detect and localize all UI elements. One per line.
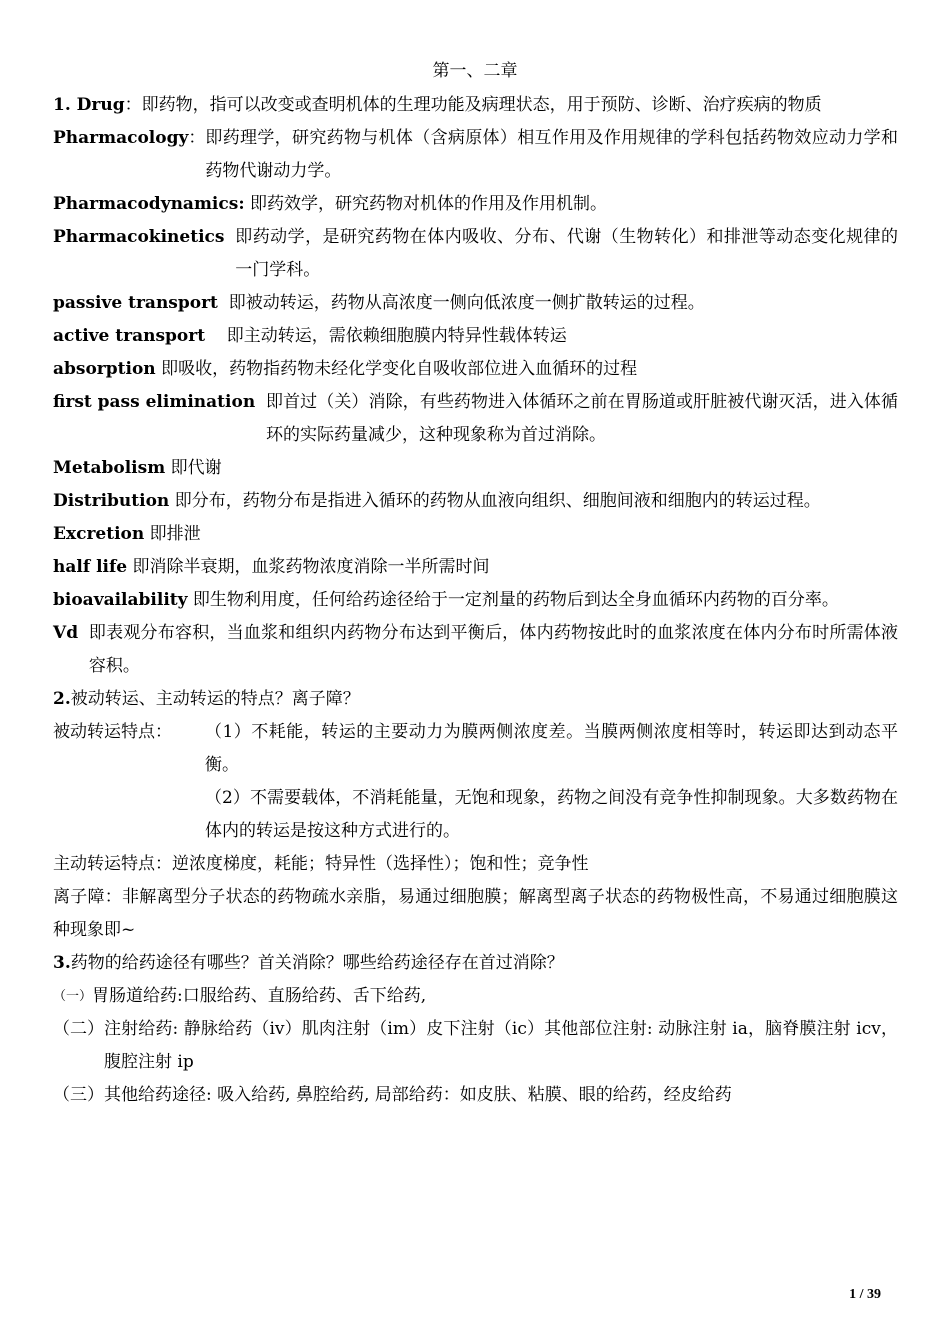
question-3-heading xyxy=(53,947,898,980)
definition-text: 即表观分布容积，当血浆和组织内药物分布达到平衡后，体内药物按此时的血浆浓度在体内分布时所需体液容积。 xyxy=(88,623,898,676)
definition-term: half life xyxy=(53,557,128,577)
route-text: 胃肠道给药:口服给药、直肠给药、舌下给药, xyxy=(92,986,427,1006)
definition-term: Distribution xyxy=(53,491,170,511)
page-number: 1 / 39 xyxy=(849,1287,881,1302)
definition-term: Pharmacokinetics xyxy=(53,227,225,247)
document-body xyxy=(53,89,898,1112)
route-label: （一） xyxy=(53,989,93,1004)
definition-text: 即主动转运，需依赖细胞膜内特异性载体转运 xyxy=(226,326,567,346)
definition-entry xyxy=(53,221,898,287)
definition-separator xyxy=(78,617,89,650)
definition-entry xyxy=(53,551,898,584)
definition-list xyxy=(53,89,898,683)
passive-features-label: 被动转运特点： xyxy=(53,722,172,742)
definition-term: Pharmacodynamics: xyxy=(53,194,245,214)
definition-separator xyxy=(205,320,227,353)
definition-separator: ： xyxy=(124,95,142,115)
route-label: （二） xyxy=(53,1019,104,1039)
definition-entry xyxy=(53,89,898,122)
definition-entry xyxy=(53,518,898,551)
chapter-title: 第一、二章 xyxy=(432,61,518,81)
definition-text: 即消除半衰期，血浆药物浓度消除一半所需时间 xyxy=(132,557,490,577)
route-item-1 xyxy=(53,980,898,1013)
definition-text: 即药物，指可以改变或查明机体的生理功能及病理状态，用于预防、诊断、治疗疾病的物质 xyxy=(141,95,822,115)
route-item-2 xyxy=(53,1013,898,1079)
definition-term: active transport xyxy=(53,326,206,346)
definition-text: 即代谢 xyxy=(170,458,222,478)
definition-text: 即生物利用度，任何给药途径给于一定剂量的药物后到达全身血循环内药物的百分率。 xyxy=(192,590,839,610)
definition-text: 即药动学，是研究药物在体内吸收、分布、代谢（生物转化）和排泄等动态变化规律的一门学科。 xyxy=(235,227,898,280)
definition-term: Excretion xyxy=(53,524,145,544)
definition-text: 即吸收，药物指药物未经化学变化自吸收部位进入血循环的过程 xyxy=(161,359,638,379)
active-transport-features: 主动转运特点：逆浓度梯度，耗能；特异性（选择性）；饱和性；竞争性 xyxy=(53,854,589,874)
definition-term: absorption xyxy=(53,359,156,379)
definition-text: 即药理学，研究药物与机体（含病原体）相互作用及作用规律的学科包括药物效应动力学和药物代谢动力学。 xyxy=(205,128,898,181)
passive-feature-item: （1）不耗能，转运的主要动力为膜两侧浓度差。当膜两侧浓度相等时，转运即达到动态平衡。 xyxy=(205,722,898,775)
definition-term: Vd xyxy=(53,623,79,643)
definition-separator xyxy=(224,221,235,254)
passive-transport-features xyxy=(53,716,898,848)
question-2-heading xyxy=(53,683,898,716)
question-2-text: 被动转运、主动转运的特点？离子障？ xyxy=(70,689,360,709)
definition-term: Metabolism xyxy=(53,458,166,478)
definition-entry xyxy=(53,188,898,221)
passive-features-items xyxy=(205,716,898,848)
definition-term: passive transport xyxy=(53,293,218,313)
definition-separator xyxy=(218,287,229,320)
definition-term: bioavailability xyxy=(53,590,188,610)
route-item-3 xyxy=(53,1079,898,1112)
definition-entry xyxy=(53,122,898,188)
ion-trapping-paragraph: 离子障：非解离型分子状态的药物疏水亲脂，易通过细胞膜；解离型离子状态的药物极性高，不易通过细胞膜这种现象即~ xyxy=(53,887,898,940)
definition-separator: ： xyxy=(188,128,206,148)
definition-term: 1. Drug xyxy=(53,95,125,115)
question-3-number: 3. xyxy=(53,953,71,973)
definition-entry xyxy=(53,320,898,353)
definition-term: Pharmacology xyxy=(53,128,189,148)
definition-text: 即首过（关）消除，有些药物进入体循环之前在胃肠道或肝脏被代谢灭活，进入体循环的实际药量减少，这种现象称为首过消除。 xyxy=(266,392,898,445)
definition-entry xyxy=(53,386,898,452)
route-text: 注射给药: 静脉给药（iv）肌肉注射（im）皮下注射（ic）其他部位注射: 动脉注射 ia，脑脊膜注射 icv，腹腔注射 ip xyxy=(104,1019,898,1072)
definition-text: 即药效学，研究药物对机体的作用及作用机制。 xyxy=(250,194,607,214)
definition-separator xyxy=(255,386,266,419)
definition-entry xyxy=(53,353,898,386)
route-text: 其他给药途径: 吸入给药, 鼻腔给药, 局部给药：如皮肤、粘膜、眼的给药，经皮给药 xyxy=(104,1085,732,1105)
question-3-text: 药物的给药途径有哪些？首关消除？哪些给药途径存在首过消除？ xyxy=(70,953,564,973)
route-label: （三） xyxy=(53,1085,104,1105)
definition-entry xyxy=(53,584,898,617)
passive-feature-item: （2）不需要载体，不消耗能量，无饱和现象，药物之间没有竞争性抑制现象。大多数药物在体内的转运是按这种方式进行的。 xyxy=(205,788,898,841)
definition-text: 即被动转运，药物从高浓度一侧向低浓度一侧扩散转运的过程。 xyxy=(228,293,705,313)
definition-text: 即排泄 xyxy=(149,524,201,544)
definition-entry xyxy=(53,617,898,683)
definition-entry xyxy=(53,287,898,320)
definition-text: 即分布，药物分布是指进入循环的药物从血液向组织、细胞间液和细胞内的转运过程。 xyxy=(174,491,821,511)
definition-entry xyxy=(53,485,898,518)
definition-term: first pass elimination xyxy=(53,392,256,412)
question-2-number: 2. xyxy=(53,689,71,709)
definition-entry xyxy=(53,452,898,485)
